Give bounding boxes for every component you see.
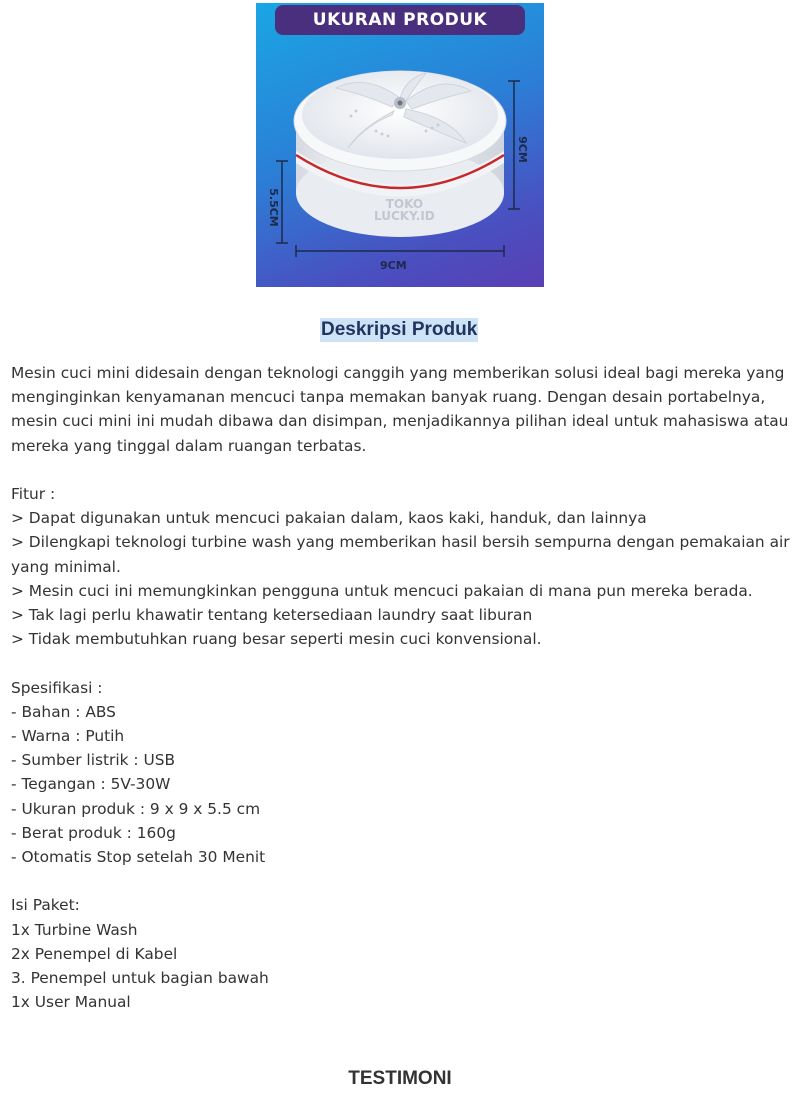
testimoni-heading: TESTIMONI xyxy=(348,1068,452,1089)
spec-item: - Berat produk : 160g xyxy=(11,823,176,842)
device-top xyxy=(302,71,498,159)
package-heading: Isi Paket: xyxy=(11,896,80,915)
feature-item: > Tak lagi perlu khawatir tentang ketersediaan laundry saat liburan xyxy=(11,606,533,625)
package-item: 1x User Manual xyxy=(11,993,131,1012)
features-heading: Fitur : xyxy=(11,485,56,503)
feature-item: > Tidak membutuhkan ruang besar seperti mesin cuci konvensional. xyxy=(11,630,542,649)
description-paragraph: Mesin cuci mini didesain dengan teknologi canggih yang memberikan solusi ideal bagi mereka yang menginginkan kenyamanan mencuci tanpa memakan banyak ruang. Dengan desain portabelnya, mesin cuci mini ini mudah dibawa dan disimpan, menjadikannya pilihan ideal untuk mahasiswa atau mereka yang tinggal dalam ruangan terbatas. xyxy=(11,364,789,455)
package-item: 1x Turbine Wash xyxy=(11,920,138,939)
package-item: 3. Penempel untuk bagian bawah xyxy=(11,969,269,988)
specs-heading: Spesifikasi : xyxy=(11,678,103,697)
store-watermark: TOKO LUCKY.ID xyxy=(374,197,435,223)
product-description-body xyxy=(11,361,791,1014)
spec-item: - Sumber listrik : USB xyxy=(11,751,176,770)
product-description-title: Deskripsi Produk xyxy=(321,319,478,340)
package-item: 2x Penempel di Kabel xyxy=(11,944,178,963)
width-dimension-label: 9CM xyxy=(380,259,407,272)
product-size-banner: UKURAN PRODUK xyxy=(275,5,525,35)
feature-item: > Dilengkapi teknologi turbine wash yang memberikan hasil bersih sempurna dengan pemakaian air yang minimal. xyxy=(11,533,790,576)
spec-item: - Bahan : ABS xyxy=(11,702,116,721)
depth-dimension-label: 5.5CM xyxy=(266,188,280,227)
spec-item: - Ukuran produk : 9 x 9 x 5.5 cm xyxy=(11,799,261,818)
turbine-wash-illustration xyxy=(256,3,544,287)
product-size-image xyxy=(256,3,544,287)
spec-item: - Warna : Putih xyxy=(11,727,125,746)
height-dimension-label: 9CM xyxy=(515,136,529,163)
feature-item: > Dapat digunakan untuk mencuci pakaian dalam, kaos kaki, handuk, dan lainnya xyxy=(11,509,647,528)
feature-item: > Mesin cuci ini memungkinkan pengguna untuk mencuci pakaian di mana pun mereka berada. xyxy=(11,581,753,600)
spec-item: - Tegangan : 5V-30W xyxy=(11,775,171,794)
spec-item: - Otomatis Stop setelah 30 Menit xyxy=(11,848,266,867)
